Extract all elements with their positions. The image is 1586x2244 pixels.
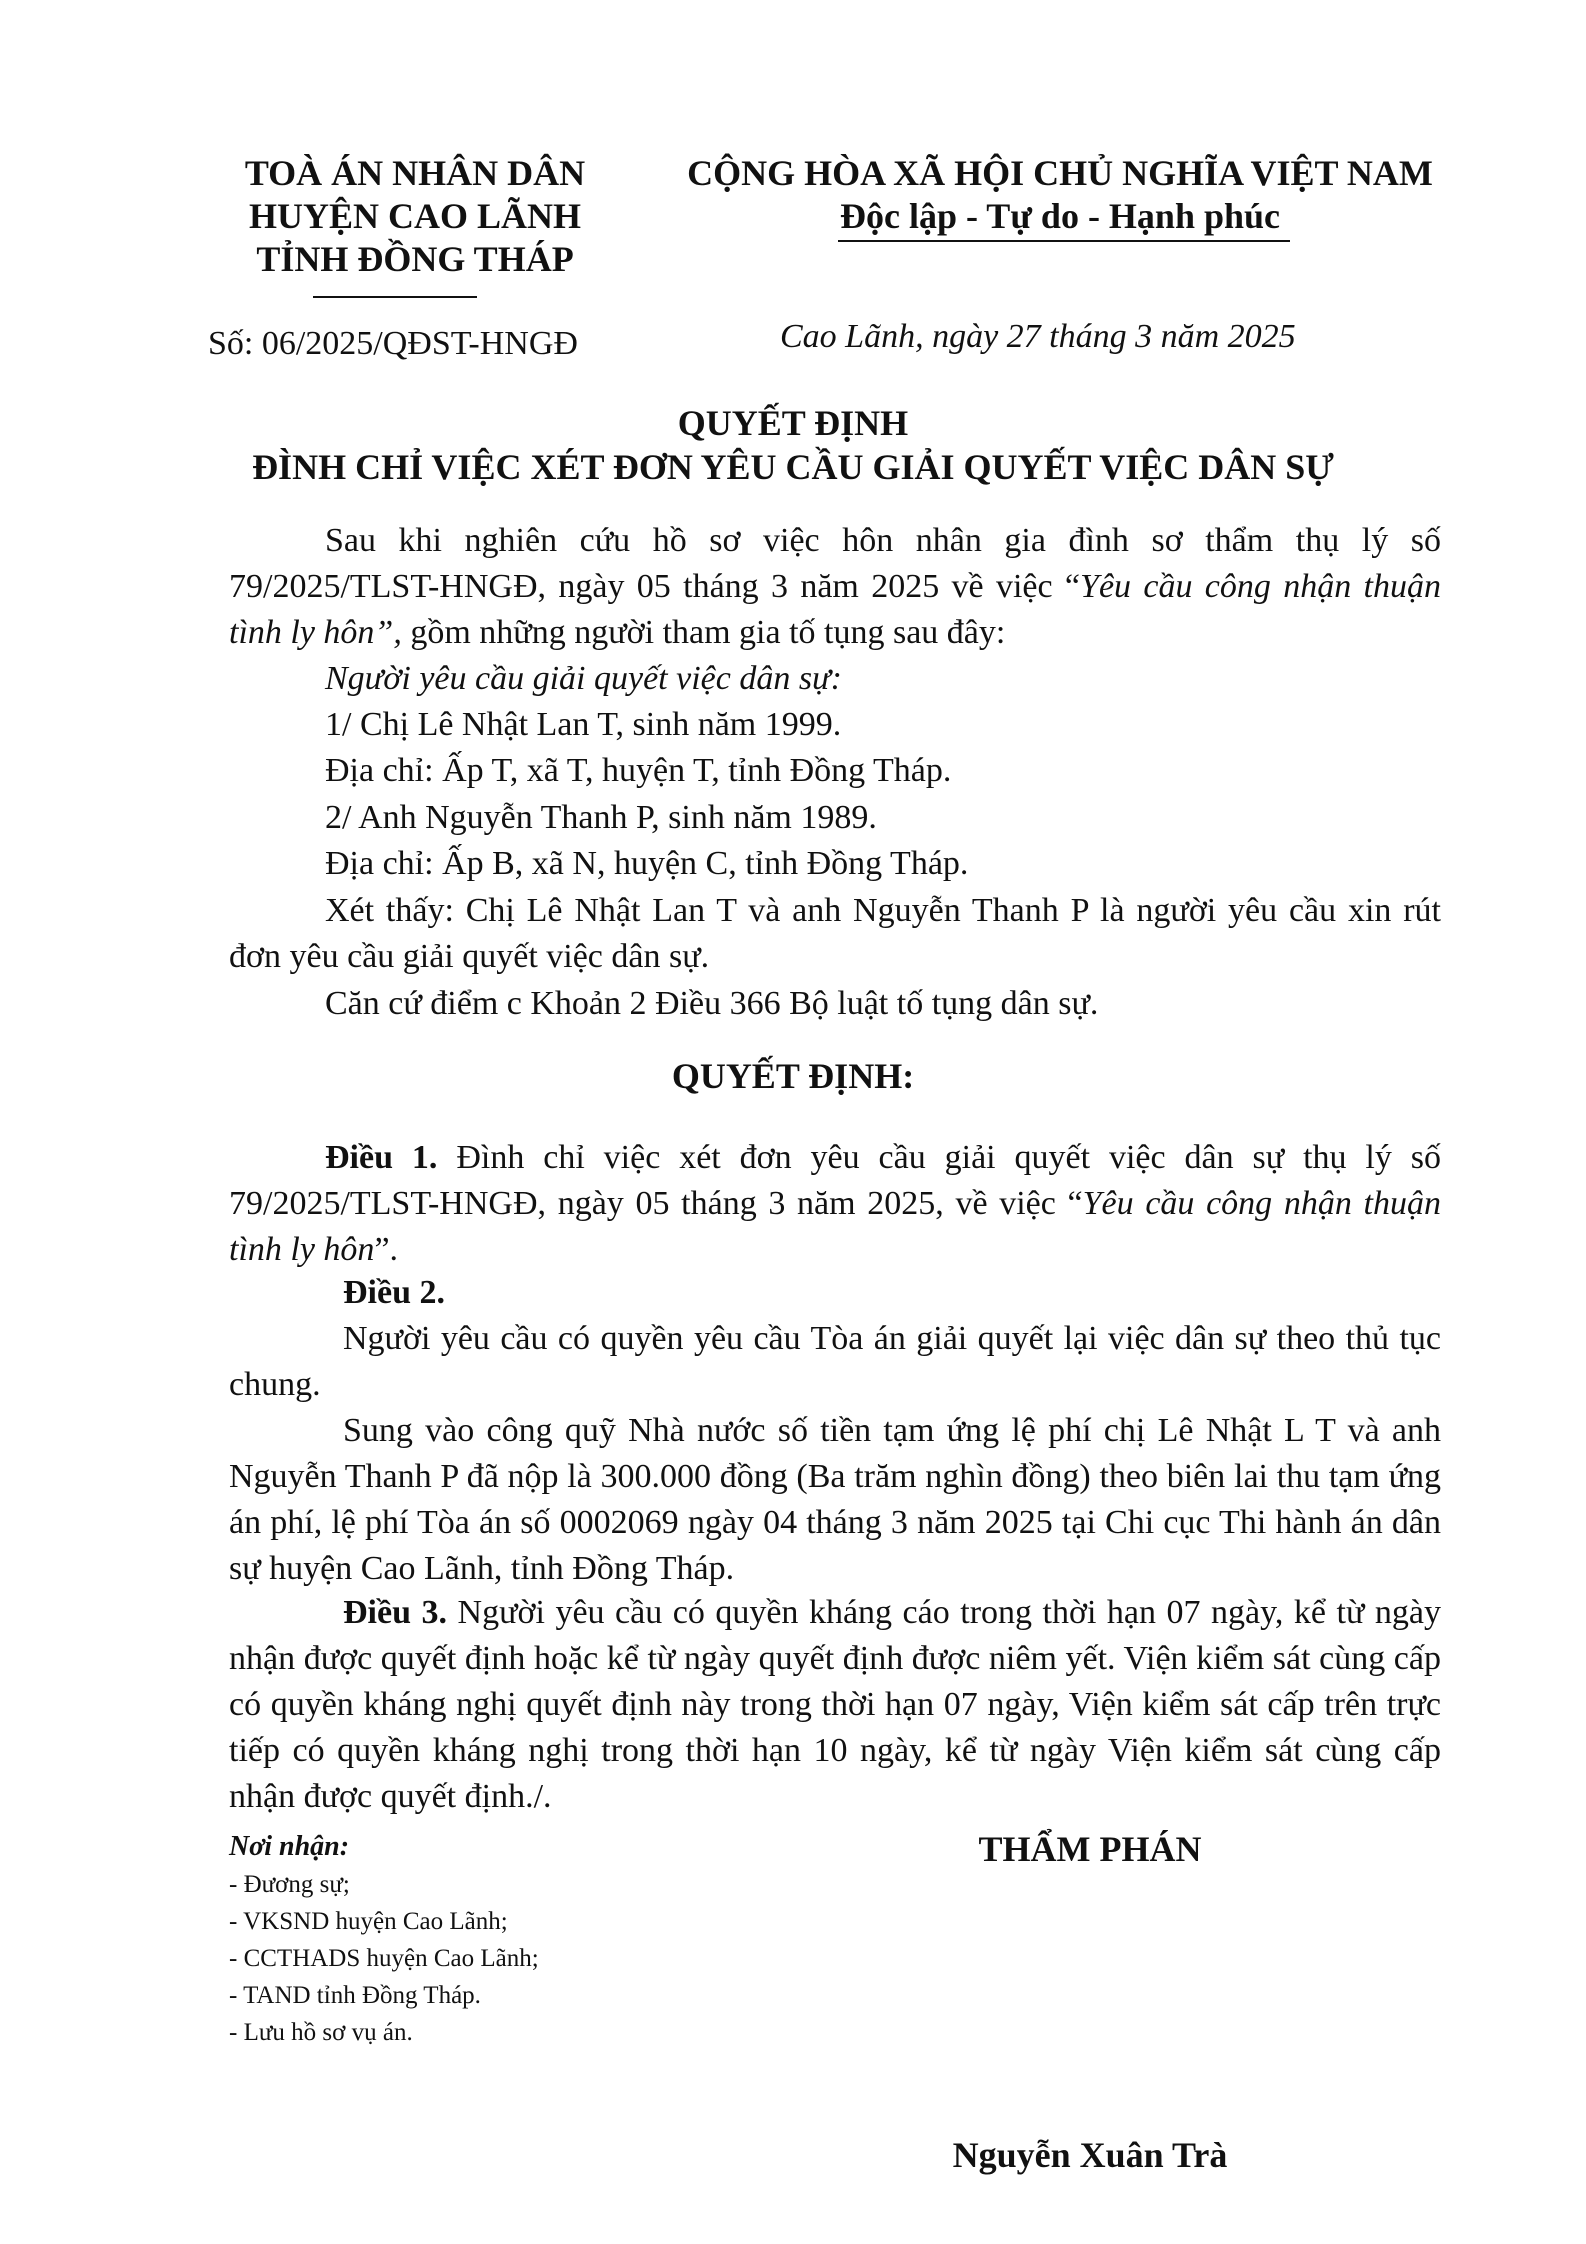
article-3-label: Điều 3. [343,1594,448,1631]
address-2: Địa chỉ: Ấp B, xã N, huyện C, tỉnh Đồng Tháp. [325,845,969,882]
address-1: Địa chỉ: Ấp T, xã T, huyện T, tỉnh Đồng Tháp. [325,752,952,789]
decision-heading: QUYẾT ĐỊNH: [671,1056,915,1096]
article-1-text: Đình chỉ việc xét đơn yêu cầu giải quyết việc dân sự thụ lý số 79/2025/TLST-HNGĐ, ngày 05 tháng 3 năm 2025, về việc “ [229,1139,1442,1222]
recipients-label: Nơi nhận: [229,1831,350,1862]
legal-basis: Căn cứ điểm c Khoản 2 Điều 366 Bộ luật tố tụng dân sự. [325,985,1099,1022]
article-2-text-1: Người yêu cầu có quyền yêu cầu Tòa án giải quyết lại việc dân sự theo thủ tục chung. [229,1320,1441,1403]
decision-subtitle: ĐÌNH CHỈ VIỆC XÉT ĐƠN YÊU CẦU GIẢI QUYẾT VIỆC DÂN SỰ [252,447,1334,487]
person-1: 1/ Chị Lê Nhật Lan T, sinh năm 1999. [325,706,842,743]
court-line-3: TỈNH ĐỒNG THÁP [256,239,574,279]
recipient-item: - Đương sự; [229,1871,350,1898]
republic-header [680,152,1440,238]
recipients [229,1828,539,2051]
article-1-case-title: Yêu cầu công nhận thuận tình ly hôn [229,1185,1441,1268]
signer-name: Nguyễn Xuân Trà [952,2135,1228,2175]
court-line-1: TOÀ ÁN NHÂN DÂN [244,153,586,193]
article-3 [229,1590,1441,1820]
recipient-item: - CCTHADS huyện Cao Lãnh; [229,1945,539,1972]
consider-text: Xét thấy: Chị Lê Nhật Lan T và anh Nguyễn Thanh P là người yêu cầu xin rút đơn yêu cầu giải quyết việc dân sự. [229,892,1441,975]
article-2-para-2 [229,1408,1441,1592]
court-line-2: HUYỆN CAO LÃNH [248,196,581,236]
article-1-label: Điều 1. [325,1139,438,1176]
court-underline [313,296,477,298]
intro-text-b: gồm những người tham gia tố tụng sau đây: [401,614,1006,651]
article-2-label: Điều 2. [343,1274,445,1311]
article-2-text-2: Sung vào công quỹ Nhà nước số tiền tạm ứng lệ phí chị Lê Nhật L T và anh Nguyễn Thanh P đã nộp là 300.000 đồng (Ba trăm nghìn đồng) theo biên lai thu tạm ứng án phí, lệ phí Tòa án số 0002069 ngày 04 tháng 3 năm 2025 tại Chi cục Thi hành án dân sự huyện Cao Lãnh, tỉnh Đồng Tháp. [229,1412,1441,1587]
recipient-item: - Lưu hồ sơ vụ án. [229,2019,413,2046]
decision-title: QUYẾT ĐỊNH [677,403,909,443]
consider-paragraph [229,888,1441,980]
article-1 [229,1135,1441,1273]
article-2-para-1 [229,1316,1441,1408]
recipient-item: - VKSND huyện Cao Lãnh; [229,1908,508,1935]
signer-title: THẨM PHÁN [978,1829,1202,1869]
requester-label: Người yêu cầu giải quyết việc dân sự: [325,660,842,697]
article-3-text: Người yêu cầu có quyền kháng cáo trong thời hạn 07 ngày, kể từ ngày nhận được quyết định hoặc kể từ ngày quyết định được niêm yết. Viện kiểm sát cùng cấp có quyền kháng nghị quyết định này trong thời hạn 07 ngày, Viện kiểm sát cấp trên trực tiếp có quyền kháng nghị trong thời hạn 10 ngày, kể từ ngày Viện kiểm sát cùng cấp nhận được quyết định./. [229,1594,1441,1815]
intro-paragraph [229,518,1441,656]
person-2: 2/ Anh Nguyễn Thanh P, sinh năm 1989. [325,799,877,836]
republic-title: CỘNG HÒA XÃ HỘI CHỦ NGHĨA VIỆT NAM [687,153,1433,193]
motto-underline [838,240,1290,242]
intro-case-title: Yêu cầu công nhận thuận tình ly hôn”, [229,568,1442,651]
article-1-end: ”. [374,1231,399,1268]
intro-text-a: Sau khi nghiên cứu hồ sơ việc hôn nhân gia đình sơ thẩm thụ lý số 79/2025/TLST-HNGĐ, ngày 05 tháng 3 năm 2025 về việc “ [229,522,1441,605]
decision-number: Số: 06/2025/QĐST-HNGĐ [208,325,578,362]
recipient-item: - TAND tỉnh Đồng Tháp. [229,1982,481,2009]
court-header [205,152,625,281]
motto: Độc lập - Tự do - Hạnh phúc [839,196,1281,236]
place-date: Cao Lãnh, ngày 27 tháng 3 năm 2025 [780,318,1296,355]
